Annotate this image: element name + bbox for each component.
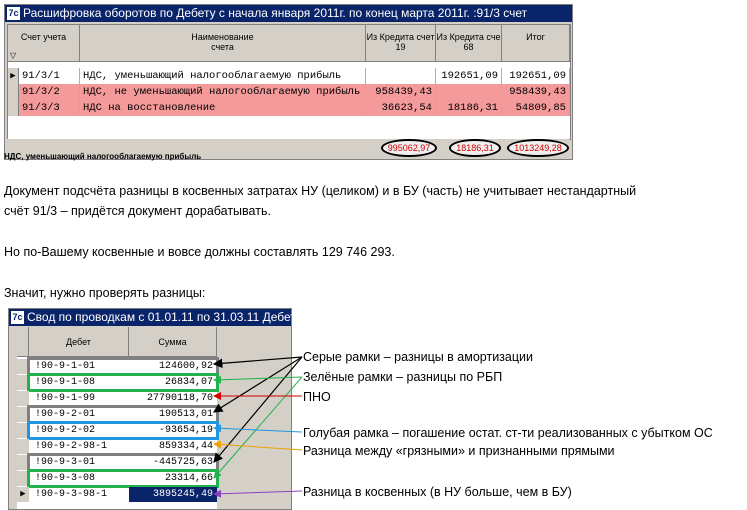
paragraph-3: Но по-Вашему косвенные и вовсе должны составлять 129 746 293. xyxy=(4,245,395,259)
arrow-gray-2 xyxy=(214,357,302,412)
arrow-indirect xyxy=(214,491,302,494)
arrow-blue xyxy=(214,428,302,432)
table-row[interactable]: 91/3/2 НДС, не уменьшающий налогооблагаемую прибыль 958439,43 958439,43 xyxy=(8,84,570,100)
row-pointer-icon: ▶ xyxy=(8,68,19,84)
sum-cell: 190513,01 xyxy=(158,409,213,420)
total-sum-oval: 1013249,28 xyxy=(507,139,569,157)
table-row[interactable]: 91/3/3 НДС на восстановление 36623,54 18186,31 54809,85 xyxy=(8,100,570,116)
sum-cell: 859334,44 xyxy=(158,441,213,452)
col-header-cr19[interactable]: Из Кредита счет 19 xyxy=(366,25,436,62)
sum-cell: -445725,63 xyxy=(152,457,213,468)
sum-cell: 27790118,70 xyxy=(146,393,213,404)
debit-cell: !90-9-1-08 xyxy=(35,377,96,388)
paragraph-1: Документ подсчёта разницы в косвенных затратах НУ (целиком) и в БУ (часть) не учитывает нестандартный xyxy=(4,184,637,198)
filter-icon[interactable]: ▽ xyxy=(10,51,17,60)
label-indirect-diff: Разница в косвенных (в НУ больше, чем в БУ) xyxy=(303,485,572,499)
debit-cell: !90-9-3-01 xyxy=(35,457,96,468)
debit-cell: !90-9-2-98-1 xyxy=(35,441,108,452)
label-dirty-diff: Разница между «грязными» и признанными прямыми xyxy=(303,444,615,458)
col-header-sum[interactable]: Сумма xyxy=(129,327,217,357)
table-row[interactable]: ▶ 91/3/1 НДС, уменьшающий налогооблагаемую прибыль 192651,09 192651,09 xyxy=(8,68,570,84)
debit-cell: !90-9-3-98-1 xyxy=(35,489,108,500)
arrow-green-1 xyxy=(214,377,302,380)
arrow-gray-1 xyxy=(214,357,302,364)
label-blue-frame: Голубая рамка – погашение остат. ст-ти реализованных с убытком ОС xyxy=(303,426,713,440)
total-cr68-oval: 18186,31 xyxy=(449,139,501,157)
debit-cell: !90-9-3-08 xyxy=(35,473,96,484)
debit-cell: !90-9-1-99 xyxy=(35,393,96,404)
paragraph-4: Значит, нужно проверять разницы: xyxy=(4,286,206,300)
col-header-debit[interactable]: Дебет xyxy=(29,327,129,357)
app-icon: 7c xyxy=(12,312,23,322)
col-header-cr68[interactable]: Из Кредита сче 68 xyxy=(436,25,502,62)
arrow-gray-3 xyxy=(214,357,302,462)
row-pointer-icon: ▶ xyxy=(17,487,29,502)
arrow-green-2 xyxy=(214,377,302,478)
label-pno: ПНО xyxy=(303,390,331,404)
sum-cell: 124600,92 xyxy=(158,361,213,372)
app-icon: 7c xyxy=(8,8,19,18)
col-header-account[interactable]: Счет учета ▽ xyxy=(8,25,80,62)
total-cr19-oval: 995062,97 xyxy=(381,139,437,157)
debit-cell: !90-9-1-01 xyxy=(35,361,96,372)
col-header-total[interactable]: Итог xyxy=(502,25,570,62)
window1-title: Расшифровка оборотов по Дебету с начала января 2011г. по конец марта 2011г. :91/3 счет xyxy=(23,6,528,20)
col-header-name[interactable]: Наименование счета xyxy=(80,25,366,62)
sum-cell: -93654,19 xyxy=(158,425,213,436)
debit-cell: !90-9-2-01 xyxy=(35,409,96,420)
paragraph-2: счёт 91/3 – придётся документ дорабатывать. xyxy=(4,204,271,218)
debit-cell: !90-9-2-02 xyxy=(35,425,96,436)
sum-cell: 26834,07 xyxy=(164,377,213,388)
sum-cell: 3895245,49 xyxy=(129,487,217,502)
sum-cell: 23314,66 xyxy=(164,473,213,484)
label-gray-frames: Серые рамки – разницы в амортизации xyxy=(303,350,533,364)
status-text: НДС, уменьшающий налогооблагаемую прибыль xyxy=(4,152,202,161)
window2-title: Свод по проводкам с 01.01.11 по 31.03.11 Дебет:!90-9 xyxy=(27,310,327,324)
label-green-frames: Зелёные рамки – разницы по РБП xyxy=(303,370,503,384)
